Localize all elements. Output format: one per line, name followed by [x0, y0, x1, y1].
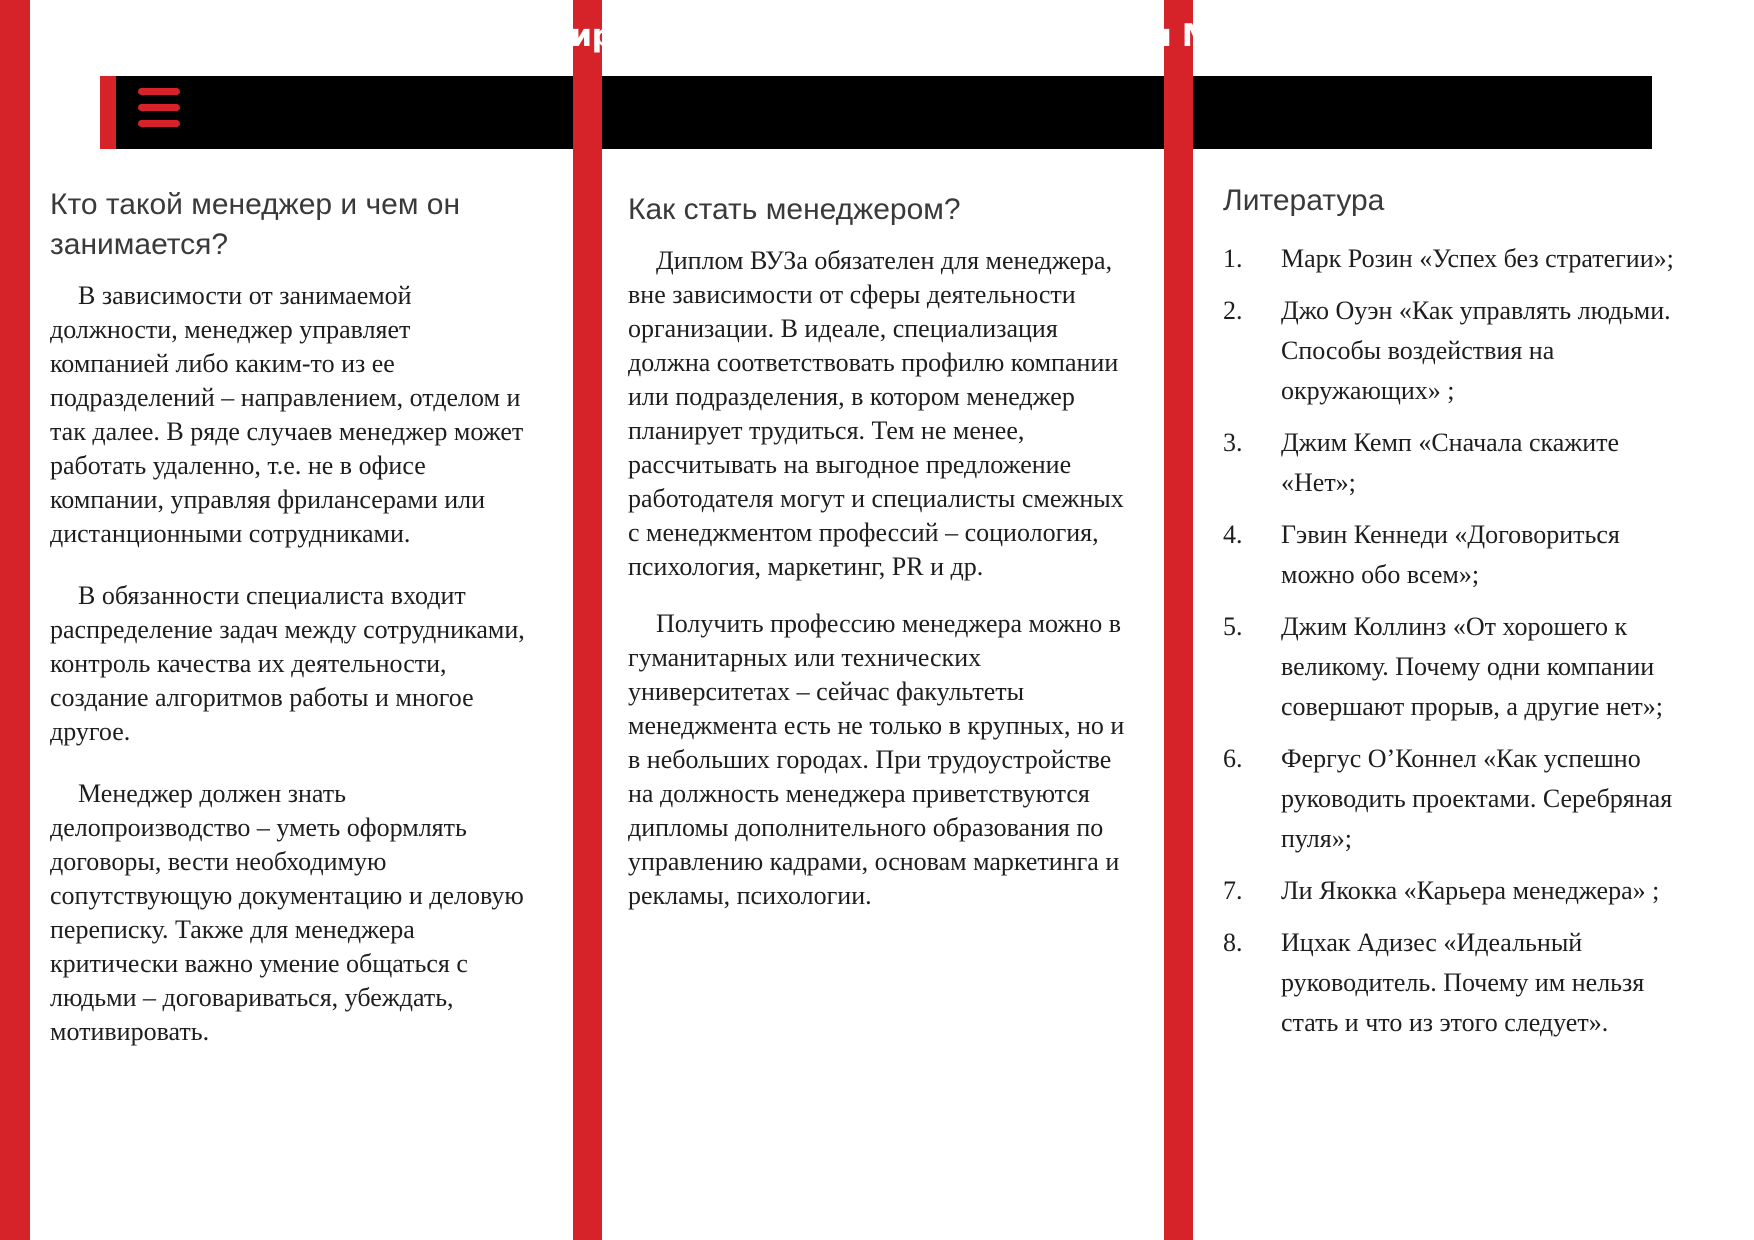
right-red-stripe [1164, 0, 1193, 1240]
list-item-number: 4. [1223, 520, 1243, 549]
list-item [1223, 515, 1685, 595]
list-item [1223, 923, 1685, 1043]
list-item-text: Джим Кемп «Сначала скажите «Нет»; [1281, 428, 1620, 497]
hamburger-menu-icon[interactable] [138, 88, 180, 128]
list-item-number: 8. [1223, 928, 1243, 957]
list-item-text: Ли Якокка «Карьера менеджера» ; [1281, 876, 1660, 905]
literature-list [1223, 239, 1685, 1043]
how-to-heading: Как стать менеджером? [628, 193, 961, 226]
column-how-to [628, 185, 1138, 936]
about-heading: Кто такой менеджер и чем он занимается? [50, 188, 461, 261]
literature-heading: Литература [1223, 184, 1385, 217]
list-item [1223, 871, 1685, 911]
list-item-text: Фергус О’Коннел «Как успешно руководить проектами. Серебряная пуля»; [1281, 744, 1673, 853]
list-item-number: 5. [1223, 612, 1243, 641]
title-bar-accent [100, 76, 116, 149]
list-item-number: 2. [1223, 296, 1243, 325]
left-red-stripe [0, 0, 30, 1240]
list-item [1223, 607, 1685, 727]
right-stripe-header-overlap [1164, 76, 1193, 149]
about-paragraph: Менеджер должен знать делопроизводство – уметь оформлять договоры, вести необходимую сопутствующую документацию и деловую переписку. Также для менеджера критически важно умение общаться с людьми – договариваться, убеждать, мотивировать. [50, 779, 524, 1046]
list-item [1223, 739, 1685, 859]
about-paragraph: В обязанности специалиста входит распределение задач между сотрудниками, контроль качества их деятельности, создание алгоритмов работы и многое другое. [50, 581, 525, 746]
list-item [1223, 291, 1685, 411]
list-item-text: Джим Коллинз «От хорошего к великому. Почему одни компании совершают прорыв, а другие нет»; [1281, 612, 1663, 721]
how-to-paragraph: Диплом ВУЗа обязателен для менеджера, вне зависимости от сферы деятельности организации. В идеале, специализация должна соответствовать профилю компании или подразделения, в котором менеджер планирует трудиться. Тем не менее, рассчитывать на выгодное предложение работодателя могут и специалисты смежных с менеджментом профессий – социология, психология, маркетинг, PR и др. [628, 246, 1124, 581]
middle-red-stripe [573, 0, 602, 1240]
title-bar [100, 76, 1652, 149]
column-about [50, 185, 530, 1077]
list-item-number: 6. [1223, 744, 1243, 773]
middle-stripe-header-overlap [573, 76, 602, 149]
list-item-number: 3. [1223, 428, 1243, 457]
list-item-text: Марк Розин «Успех без стратегии»; [1281, 244, 1674, 273]
list-item-text: Гэвин Кеннеди «Договориться можно обо всем»; [1281, 520, 1620, 589]
page-title: «Я молодой — я могу» Виртуальный буклет по профессии Менеджер [145, 18, 1373, 54]
list-item [1223, 423, 1685, 503]
about-paragraph: В зависимости от занимаемой должности, менеджер управляет компанией либо каким-то из ее подразделений – направлением, отделом и так далее. В ряде случаев менеджер может работать удаленно, т.е. не в офисе компании, управляя фрилансерами или дистанционными сотрудниками. [50, 281, 524, 548]
column-literature [1223, 181, 1685, 1055]
list-item-text: Ицхак Адизес «Идеальный руководитель. Почему им нельзя стать и что из этого следует». [1281, 928, 1645, 1037]
how-to-paragraph: Получить профессию менеджера можно в гуманитарных или технических университетах – сейчас факультеты менеджмента есть не только в крупных, но и в небольших городах. При трудоустройстве на должность менеджера приветствуются дипломы дополнительного образования по управлению кадрами, основам маркетинга и рекламы, психологии. [628, 609, 1125, 910]
list-item-number: 7. [1223, 876, 1243, 905]
list-item-number: 1. [1223, 244, 1243, 273]
list-item-text: Джо Оуэн «Как управлять людьми. Способы воздействия на окружающих» ; [1281, 296, 1671, 405]
list-item [1223, 239, 1685, 279]
